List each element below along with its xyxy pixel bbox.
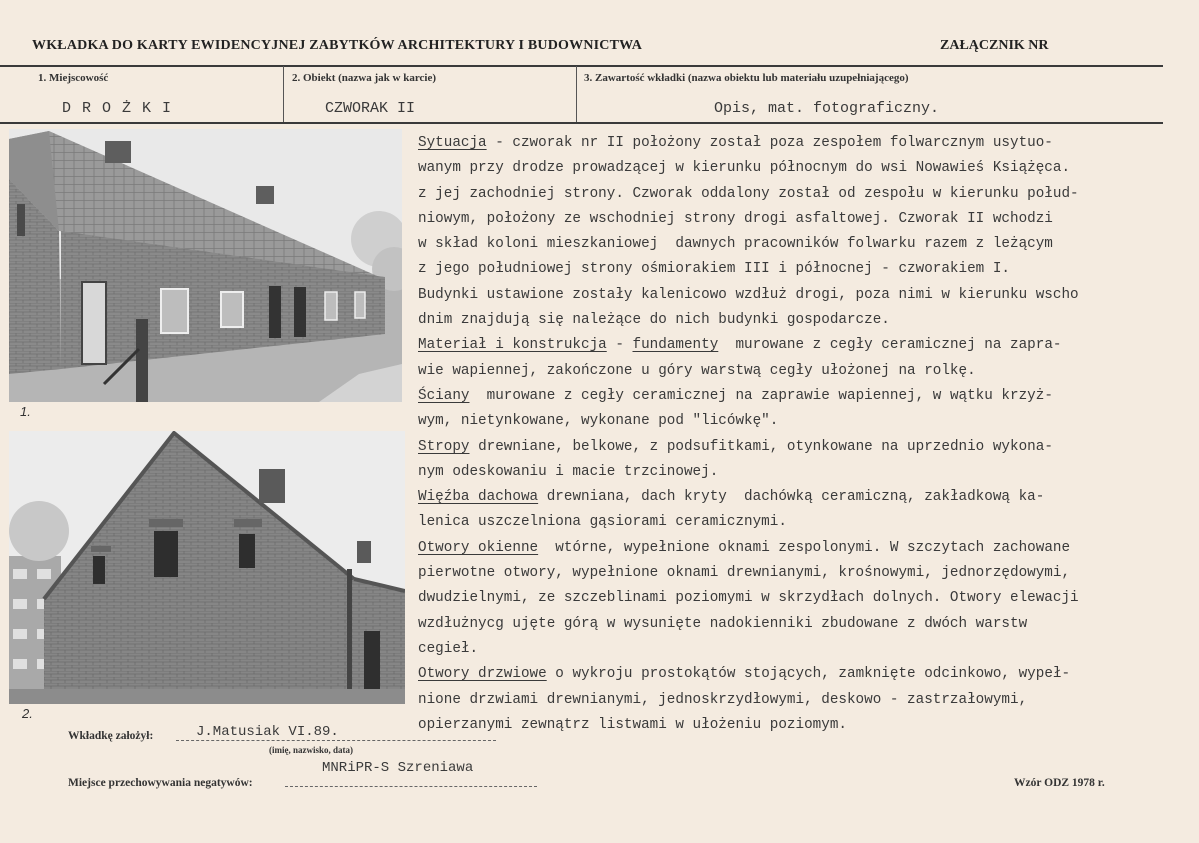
description-fragment: murowane z cegły ceramicznej na zapra- bbox=[718, 337, 1062, 354]
description-text bbox=[418, 131, 1188, 738]
description-fragment: cegieł. bbox=[418, 640, 479, 657]
photo-1 bbox=[9, 129, 402, 402]
description-line bbox=[418, 460, 1188, 485]
description-fragment: w skład koloni mieszkaniowej dawnych pracowników folwarku razem z leżącym bbox=[418, 236, 1053, 253]
description-line bbox=[418, 637, 1188, 662]
field-1-value: D R O Ż K I bbox=[62, 100, 173, 117]
description-line bbox=[418, 713, 1188, 738]
description-fragment: wzdłużnycg ujęte górą w wysunięte nadokienniki zbudowane z dwóch warstw bbox=[418, 615, 1028, 632]
field-2-value: CZWORAK II bbox=[325, 100, 416, 117]
description-fragment: o wykroju prostokątów stojących, zamknięte odcinkowo, wypeł- bbox=[546, 666, 1071, 683]
description-fragment: pierwotne otwory, wypełnione oknami drewnianymi, krośnowymi, jednorzędowymi, bbox=[418, 565, 1071, 582]
field-2-label: 2. Obiekt (nazwa jak w karcie) bbox=[292, 72, 437, 84]
description-line bbox=[418, 409, 1188, 434]
section-heading: Ściany bbox=[418, 387, 470, 404]
template-version: Wzór ODZ 1978 r. bbox=[1014, 777, 1105, 789]
description-fragment: Budynki ustawione zostały kalenicowo wzdłuż drogi, poza nimi w kierunku wscho bbox=[418, 286, 1079, 303]
negatives-storage-label: Miejsce przechowywania negatywów: bbox=[68, 777, 253, 789]
form-title: WKŁADKA DO KARTY EWIDENCYJNEJ ZABYTKÓW ARCHITEKTURY I BUDOWNICTWA bbox=[32, 38, 643, 53]
description-fragment: opierzanymi zewnątrz listwami w ułożeniu poziomym. bbox=[418, 716, 847, 733]
description-fragment: dnim znajdują się należące do nich budynki gospodarcze. bbox=[418, 312, 890, 329]
description-line bbox=[418, 586, 1188, 611]
description-line bbox=[418, 308, 1188, 333]
description-line bbox=[418, 536, 1188, 561]
description-line bbox=[418, 182, 1188, 207]
field-3-value: Opis, mat. fotograficzny. bbox=[714, 100, 940, 117]
description-fragment: niowym, położony ze wschodniej strony drogi asfaltowej. Czworak II wchodzi bbox=[418, 210, 1053, 227]
description-line bbox=[418, 435, 1188, 460]
photo-1-number: 1. bbox=[20, 404, 31, 419]
description-line bbox=[418, 688, 1188, 713]
section-heading: Stropy bbox=[418, 438, 470, 455]
description-line bbox=[418, 485, 1188, 510]
header-rule-bottom bbox=[0, 122, 1163, 124]
description-fragment: - czworak nr II położony został poza zespołem folwarcznym usytuo- bbox=[486, 135, 1053, 151]
description-line bbox=[418, 207, 1188, 232]
field-divider-2 bbox=[576, 66, 577, 122]
description-line bbox=[418, 384, 1188, 409]
founder-line bbox=[176, 740, 496, 741]
description-line bbox=[418, 561, 1188, 586]
description-fragment: lenica uszczelniona gąsiorami ceramicznymi. bbox=[418, 514, 787, 531]
section-heading: Otwory drzwiowe bbox=[418, 666, 547, 683]
header-rule-top bbox=[0, 65, 1163, 67]
description-line bbox=[418, 359, 1188, 384]
description-fragment: nione drzwiami drewnianymi, jednoskrzydłowymi, deskowo - zastrzałowymi, bbox=[418, 691, 1028, 708]
field-3-label: 3. Zawartość wkładki (nazwa obiektu lub materiału uzupełniającego) bbox=[584, 72, 909, 84]
field-divider-1 bbox=[283, 66, 284, 122]
description-line bbox=[418, 257, 1188, 282]
photo-2 bbox=[9, 431, 405, 704]
description-line bbox=[418, 510, 1188, 535]
description-fragment: drewniane, belkowe, z podsufitkami, otynkowane na uprzednio wykona- bbox=[469, 438, 1053, 455]
description-fragment: murowane z cegły ceramicznej na zaprawie wapiennej, w wątku krzyż- bbox=[469, 387, 1053, 404]
description-line bbox=[418, 156, 1188, 181]
description-fragment: nym odeskowaniu i macie trzcinowej. bbox=[418, 463, 719, 480]
founder-label: Wkładkę założył: bbox=[68, 730, 154, 742]
description-fragment: wym, nietynkowane, wykonane pod "licówkę". bbox=[418, 413, 779, 430]
description-line bbox=[418, 232, 1188, 257]
description-line bbox=[418, 662, 1188, 687]
founder-value: J.Matusiak VI.89. bbox=[196, 724, 339, 740]
description-fragment: wanym przy drodze prowadzącej w kierunku północnym do wsi Nowawieś Książęca. bbox=[418, 160, 1071, 177]
attachment-number-label: ZAŁĄCZNIK NR bbox=[940, 38, 1049, 53]
description-fragment: z jego południowej strony ośmiorakiem III i północnej - czworakiem I. bbox=[418, 261, 1010, 278]
founder-hint: (imię, nazwisko, data) bbox=[269, 745, 353, 755]
description-fragment: wie wapiennej, zakończone u góry warstwą cegły ułożonej na rolkę. bbox=[418, 362, 976, 379]
negatives-storage-value: MNRiPR-S Szreniawa bbox=[322, 760, 474, 776]
description-line bbox=[418, 131, 1188, 156]
description-fragment: z jej zachodniej strony. Czworak oddalony został od zespołu w kierunku połud- bbox=[418, 185, 1079, 202]
description-line bbox=[418, 612, 1188, 637]
description-line bbox=[418, 283, 1188, 308]
negatives-storage-line bbox=[285, 786, 537, 787]
section-heading: Otwory okienne bbox=[418, 539, 539, 556]
section-heading: Sytuacja bbox=[418, 135, 487, 151]
description-fragment: wtórne, wypełnione oknami zespolonymi. W szczytach zachowane bbox=[538, 539, 1071, 556]
section-heading: Materiał i konstrukcja bbox=[418, 337, 607, 354]
description-fragment: drewniana, dach kryty dachówką ceramiczną, zakładkową ka- bbox=[538, 489, 1045, 506]
description-fragment: dwudzielnymi, ze szczeblinami poziomymi w skrzydłach dolnych. Otwory elewacji bbox=[418, 590, 1079, 607]
description-fragment: - bbox=[606, 337, 633, 354]
field-1-label: 1. Miejscowość bbox=[38, 72, 109, 84]
section-heading: Więźba dachowa bbox=[418, 489, 539, 506]
section-heading: fundamenty bbox=[632, 337, 719, 354]
photo-2-number: 2. bbox=[22, 706, 33, 721]
description-line bbox=[418, 333, 1188, 358]
